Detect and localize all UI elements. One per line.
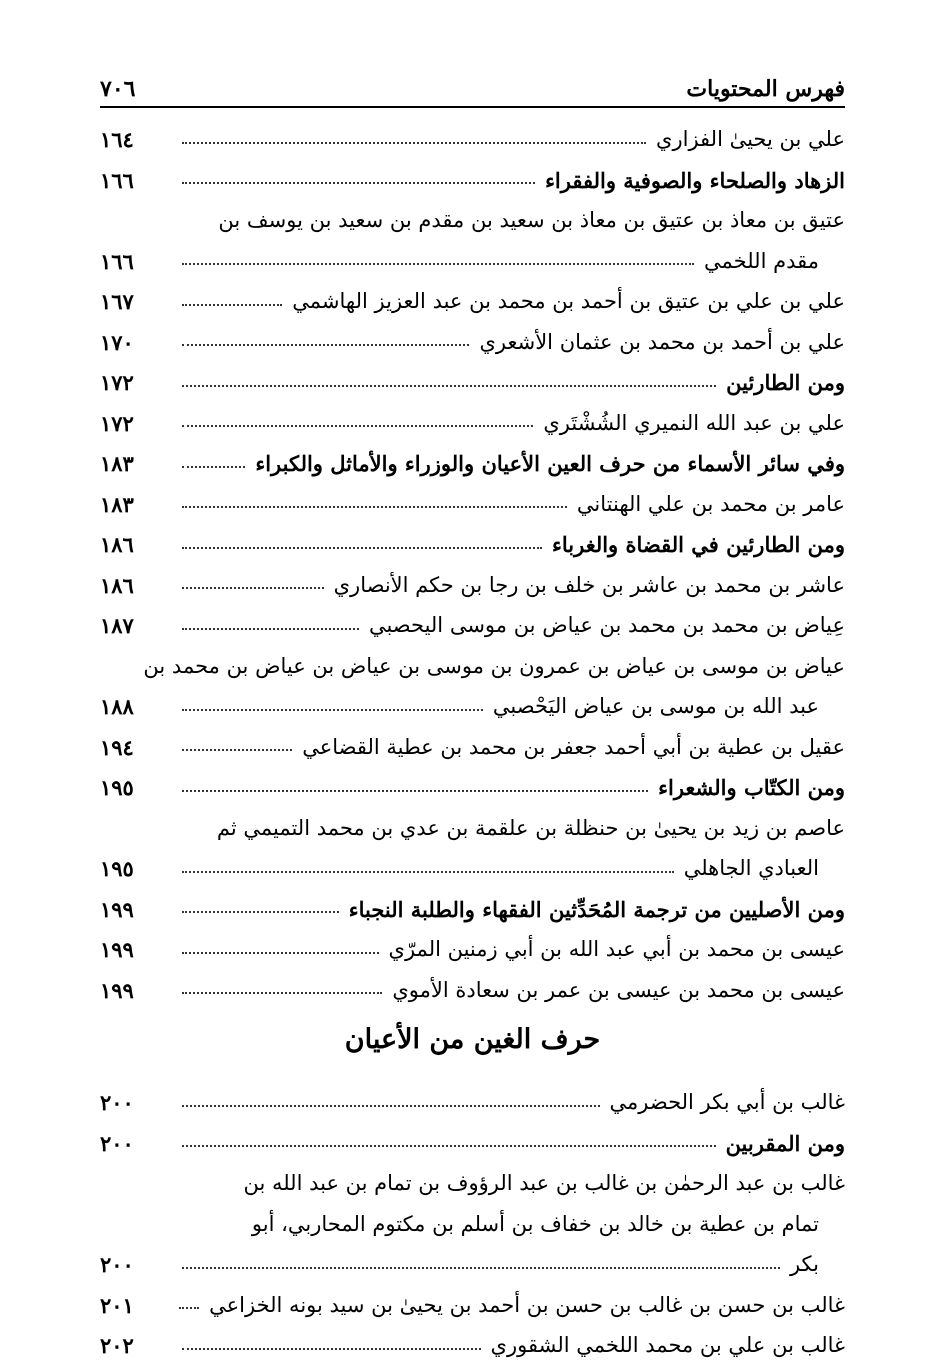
toc-entry xyxy=(100,598,845,639)
toc-entry-title: مقدم اللخمي xyxy=(704,248,819,273)
toc-page-number: ١٧٢ xyxy=(100,370,134,396)
toc-entry-multiline xyxy=(100,639,845,720)
dot-leader xyxy=(182,952,379,954)
toc-entry-title: ومن الطارئين في القضاة والغرباء xyxy=(551,532,845,558)
toc-page-number: ١٩٩ xyxy=(100,937,134,963)
toc-group xyxy=(100,1278,845,1359)
toc-page-number: ١٧٠ xyxy=(100,329,134,355)
toc-page-number: ٢٠٢ xyxy=(100,1333,134,1359)
toc-page-number: ١٨٧ xyxy=(100,613,134,639)
toc-page-number: ٢٠١ xyxy=(100,1292,134,1318)
toc-entry-title: عيسى بن محمد بن أبي عبد الله بن أبي زمنين المرّي xyxy=(388,937,845,962)
toc-entry xyxy=(100,558,845,599)
toc-entry xyxy=(100,963,845,1004)
toc-entry-title: بكر xyxy=(789,1252,819,1277)
toc-page-number: ١٩٥ xyxy=(100,775,134,801)
toc-entry-title: عِياض بن محمد بن محمد بن عياض بن موسى اليحصبي xyxy=(368,613,845,638)
toc-entry-multiline xyxy=(100,193,845,274)
toc-entry xyxy=(100,315,845,356)
dot-leader xyxy=(182,911,339,913)
toc-entry xyxy=(100,922,845,963)
toc-entry-title: علي بن يحيىٰ الفزاري xyxy=(656,127,845,152)
toc-page-number: ٢٠٠ xyxy=(100,1130,134,1156)
toc-group xyxy=(100,882,845,1004)
toc-page-number: ١٩٩ xyxy=(100,896,134,922)
toc-section-entry xyxy=(100,1116,845,1157)
toc-section-entry xyxy=(100,882,845,923)
toc-section-entry xyxy=(100,517,845,558)
toc-group xyxy=(100,112,845,193)
toc-entry-title: الزهاد والصلحاء والصوفية والفقراء xyxy=(545,167,845,193)
toc-entry-title: تمام بن عطية بن خالد بن خفاف بن أسلم بن مكتوم المحاربي، أبو xyxy=(251,1211,819,1236)
toc-entry-title: ومن الأصليين من ترجمة المُحَدِّثين الفقهاء والطلبة النجباء xyxy=(348,896,845,922)
dot-leader xyxy=(182,1348,481,1350)
header-title: فهرس المحتويات xyxy=(686,76,845,102)
toc-entry xyxy=(100,1075,845,1116)
toc-page-number: ١٧٢ xyxy=(100,410,134,436)
toc-entry-title: العبادي الجاهلي xyxy=(683,856,819,881)
toc-entry-title: عتيق بن معاذ بن عتيق بن معاذ بن سعيد بن مقدم بن سعيد بن يوسف بن xyxy=(218,208,845,233)
dot-leader xyxy=(182,385,716,387)
toc-entry-multiline xyxy=(100,1156,845,1278)
toc-entry xyxy=(100,477,845,518)
dot-leader xyxy=(182,547,542,549)
toc-entry xyxy=(100,274,845,315)
toc-group xyxy=(100,720,845,801)
toc-page-number: ١٨٨ xyxy=(100,694,134,720)
toc-page-number: ١٨٣ xyxy=(100,491,134,517)
toc-page-number: ١٦٦ xyxy=(100,167,134,193)
toc-entry-title: عاشر بن محمد بن عاشر بن خلف بن رجا بن حكم الأنصاري xyxy=(333,572,845,597)
toc-entry xyxy=(100,1318,845,1359)
table-of-contents xyxy=(100,112,845,1359)
toc-page-number: ١٦٧ xyxy=(100,289,134,315)
toc-section-entry xyxy=(100,760,845,801)
toc-page-number: ٢٠٠ xyxy=(100,1090,134,1116)
toc-page-number: ١٦٦ xyxy=(100,248,134,274)
toc-section-entry xyxy=(100,355,845,396)
dot-leader xyxy=(182,587,324,589)
dot-leader xyxy=(182,506,567,508)
dot-leader xyxy=(182,425,533,427)
toc-entry-title: عيسى بن محمد بن عيسى بن عمر بن سعادة الأموي xyxy=(392,977,845,1002)
header-rule xyxy=(100,106,845,108)
dot-leader xyxy=(182,304,282,306)
toc-page-number: ١٨٣ xyxy=(100,451,134,477)
toc-entry-title: عاصم بن زيد بن يحيىٰ بن حنظلة بن علقمة بن عدي بن محمد التميمي ثم xyxy=(216,815,845,840)
toc-entry-title: غالب بن أبي بكر الحضرمي xyxy=(609,1090,845,1115)
toc-entry-title: علي بن عبد الله النميري الشُشْتَري xyxy=(543,410,845,435)
toc-page-number: ١٨٦ xyxy=(100,532,134,558)
toc-group xyxy=(100,1075,845,1156)
toc-entry-title: عياض بن موسى بن عياض بن عمرون بن موسى بن عياض بن عياض بن محمد بن xyxy=(143,653,845,678)
dot-leader xyxy=(182,263,694,265)
toc-entry-title: وفي سائر الأسماء من حرف العين الأعيان والوزراء والأماثل والكبراء xyxy=(255,451,845,477)
toc-entry-title: غالب بن حسن بن غالب بن حسن بن أحمد بن يحيىٰ بن سيد بونه الخزاعي xyxy=(209,1292,845,1317)
toc-group xyxy=(100,274,845,639)
dot-leader xyxy=(182,1105,600,1107)
toc-section-entry xyxy=(100,436,845,477)
toc-page-number: ٢٠٠ xyxy=(100,1252,134,1278)
section-heading: حرف الغين من الأعيان xyxy=(344,1023,601,1055)
toc-entry-title: علي بن علي بن عتيق بن أحمد بن محمد بن عبد العزيز الهاشمي xyxy=(292,289,845,314)
dot-leader xyxy=(182,709,483,711)
dot-leader xyxy=(182,344,469,346)
dot-leader xyxy=(182,871,674,873)
toc-page-number: ١٩٥ xyxy=(100,856,134,882)
toc-section-entry xyxy=(100,153,845,194)
toc-entry-title: عبد الله بن موسى بن عياض اليَحْصبي xyxy=(492,694,819,719)
toc-entry-title: عقيل بن عطية بن أبي أحمد جعفر بن محمد بن عطية القضاعي xyxy=(302,734,845,759)
toc-entry xyxy=(100,720,845,761)
toc-entry-multiline xyxy=(100,801,845,882)
dot-leader xyxy=(182,142,646,144)
toc-page-number: ١٨٦ xyxy=(100,572,134,598)
page-number: ٧٠٦ xyxy=(100,76,136,102)
dot-leader xyxy=(182,1267,780,1269)
toc-entry-title: علي بن أحمد بن محمد بن عثمان الأشعري xyxy=(479,329,845,354)
toc-entry-title: عامر بن محمد بن علي الهنتاني xyxy=(576,491,845,516)
toc-entry-title: غالب بن علي بن محمد اللخمي الشقوري xyxy=(490,1333,845,1358)
toc-entry-title: ومن الكتّاب والشعراء xyxy=(658,775,845,801)
toc-entry-title: غالب بن عبد الرحمٰن بن غالب بن عبد الرؤوف بن تمام بن عبد الله بن xyxy=(243,1171,845,1196)
toc-entry xyxy=(100,396,845,437)
toc-entry xyxy=(100,112,845,153)
dot-leader xyxy=(179,1307,199,1309)
dot-leader xyxy=(182,790,648,792)
dot-leader xyxy=(182,749,292,751)
page-header xyxy=(100,66,845,102)
dot-leader xyxy=(182,628,359,630)
dot-leader xyxy=(182,992,382,994)
toc-entry-title: ومن المقربين xyxy=(725,1130,845,1156)
dot-leader xyxy=(182,182,535,184)
toc-page-number: ١٩٤ xyxy=(100,734,134,760)
toc-page-number: ١٩٩ xyxy=(100,977,134,1003)
toc-entry xyxy=(100,1278,845,1319)
dot-leader xyxy=(182,466,245,468)
toc-page-number: ١٦٤ xyxy=(100,127,134,153)
dot-leader xyxy=(182,1145,716,1147)
toc-entry-title: ومن الطارئين xyxy=(726,370,845,396)
